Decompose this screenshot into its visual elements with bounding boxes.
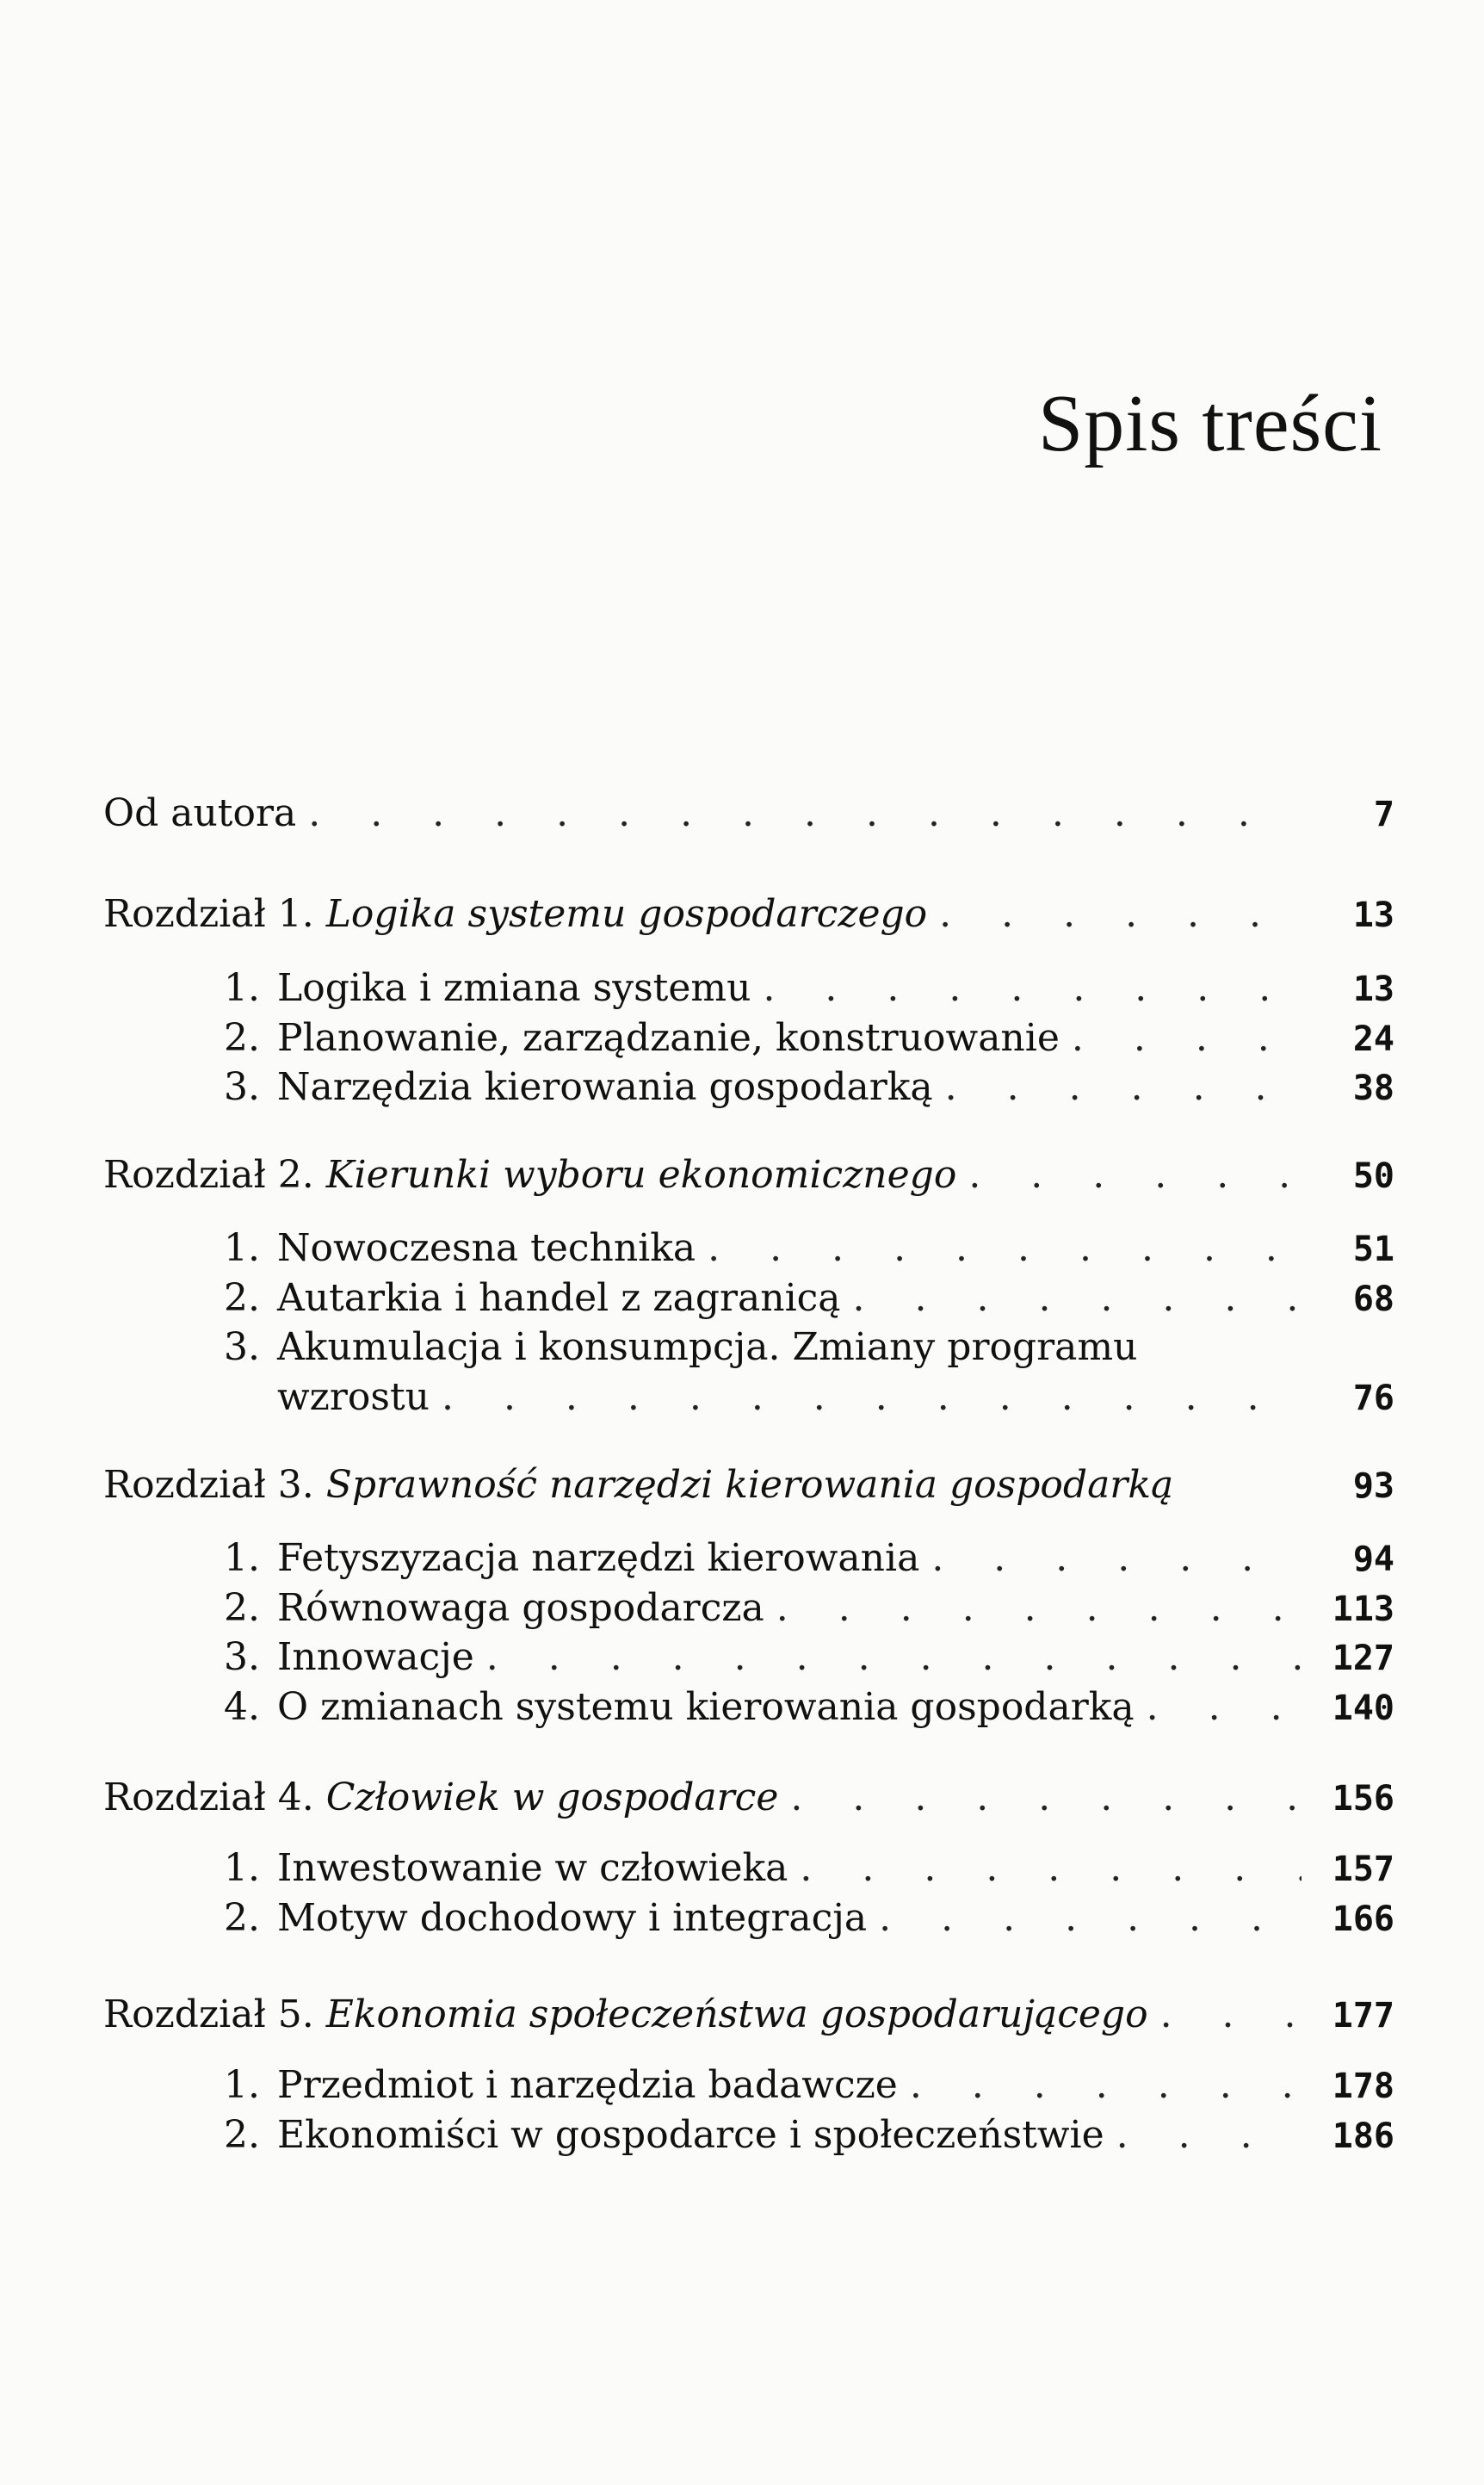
page-number: 127 (1332, 1639, 1394, 1678)
dot-leader (910, 2060, 1302, 2111)
section-number: 3. (224, 1635, 260, 1679)
section-number: 2. (224, 2113, 260, 2157)
section-label: Przedmiot i narzędzia badawcze (277, 2063, 898, 2107)
toc-chapter-2[interactable] (103, 1150, 1394, 1201)
section-number: 4. (224, 1685, 260, 1729)
section-label: Autarkia i handel z zagranicą (277, 1276, 841, 1320)
toc-section[interactable] (224, 1533, 1394, 1584)
section-label: O zmianach systemu kierowania gospodarką (277, 1685, 1135, 1729)
page-number: 7 (1373, 795, 1394, 834)
toc-chapter-4[interactable] (103, 1772, 1394, 1824)
page-number: 24 (1352, 1019, 1394, 1059)
page-number: 93 (1352, 1466, 1394, 1506)
section-number: 1. (224, 1536, 260, 1580)
toc-section-continuation[interactable] (224, 1372, 1394, 1423)
dot-leader (800, 1843, 1302, 1894)
chapter-prefix: Rozdział 1. (103, 892, 314, 936)
chapter-title: Człowiek w gospodarce (325, 1775, 779, 1819)
page-number: 156 (1332, 1779, 1394, 1819)
section-label: Planowanie, zarządzanie, konstruowanie (277, 1016, 1060, 1060)
section-label: Nowoczesna technika (277, 1226, 696, 1270)
dot-leader (486, 1632, 1302, 1683)
page-number: 38 (1352, 1069, 1394, 1108)
page-number: 177 (1332, 1996, 1394, 2036)
dot-leader (968, 1150, 1302, 1201)
toc-section[interactable] (224, 1583, 1394, 1634)
dot-leader (1160, 1989, 1302, 2041)
toc-section[interactable] (224, 2060, 1394, 2111)
dot-leader (1072, 1013, 1302, 1064)
section-label: Narzędzia kierowania gospodarką (277, 1065, 933, 1109)
page-number: 50 (1352, 1156, 1394, 1196)
page-number: 178 (1332, 2067, 1394, 2106)
dot-leader (308, 788, 1302, 840)
page-title: Spis treści (1037, 379, 1382, 468)
dot-leader (853, 1273, 1302, 1324)
page-number: 166 (1332, 1899, 1394, 1939)
toc-chapter-1[interactable] (103, 889, 1394, 940)
page-number: 186 (1332, 2116, 1394, 2156)
page-number: 140 (1332, 1689, 1394, 1728)
section-label: Akumulacja i konsumpcja. Zmiany programu (277, 1325, 1138, 1369)
section-label: Fetyszyzacja narzędzi kierowania (277, 1536, 920, 1580)
page-number: 13 (1352, 970, 1394, 1009)
toc-section[interactable] (224, 963, 1394, 1014)
section-number: 1. (224, 1846, 260, 1890)
chapter-title: Sprawność narzędzi kierowania gospodarką (325, 1463, 1174, 1507)
page-number: 157 (1332, 1850, 1394, 1889)
toc-section[interactable] (224, 2110, 1394, 2161)
toc-chapter-3[interactable] (103, 1459, 1394, 1511)
toc-section[interactable] (224, 1223, 1394, 1274)
toc-section[interactable] (224, 1682, 1394, 1733)
section-label: Inwestowanie w człowieka (277, 1846, 788, 1890)
section-number: 2. (224, 1016, 260, 1060)
toc-section[interactable] (224, 1062, 1394, 1113)
section-number: 2. (224, 1276, 260, 1320)
section-number: 3. (224, 1065, 260, 1109)
page-number: 51 (1352, 1230, 1394, 1269)
toc-section[interactable] (224, 1013, 1394, 1064)
section-number: 1. (224, 2063, 260, 2107)
chapter-prefix: Rozdział 5. (103, 1992, 314, 2036)
toc-chapter-5[interactable] (103, 1989, 1394, 2041)
toc-section[interactable] (224, 1322, 1394, 1373)
dot-leader (776, 1583, 1302, 1634)
section-label: Motyw dochodowy i integracja (277, 1896, 868, 1940)
chapter-title: Logika systemu gospodarczego (325, 892, 928, 936)
dot-leader (945, 1062, 1302, 1113)
section-label: Innowacje (277, 1635, 474, 1679)
dot-leader (763, 963, 1302, 1014)
section-number: 2. (224, 1586, 260, 1630)
chapter-title: Ekonomia społeczeństwa gospodarującego (325, 1992, 1148, 2036)
dot-leader (790, 1772, 1302, 1824)
dot-leader (1116, 2110, 1302, 2161)
chapter-title: Kierunki wyboru ekonomicznego (325, 1153, 957, 1197)
page-number: 13 (1352, 895, 1394, 935)
section-label: Ekonomiści w gospodarce i społeczeństwie (277, 2113, 1104, 2157)
toc-section[interactable] (224, 1632, 1394, 1683)
section-number: 1. (224, 966, 260, 1010)
section-label: Logika i zmiana systemu (277, 966, 751, 1010)
dot-leader (931, 1533, 1302, 1584)
dot-leader (708, 1223, 1302, 1274)
chapter-prefix: Rozdział 3. (103, 1463, 314, 1507)
section-number: 2. (224, 1896, 260, 1940)
page-number: 94 (1352, 1540, 1394, 1579)
section-label-continued: wzrostu (277, 1375, 430, 1419)
chapter-prefix: Rozdział 4. (103, 1775, 314, 1819)
page-number: 76 (1352, 1379, 1394, 1418)
toc-section[interactable] (224, 1893, 1394, 1944)
toc-entry-intro[interactable] (103, 788, 1394, 840)
toc-section[interactable] (224, 1273, 1394, 1324)
section-number: 1. (224, 1226, 260, 1270)
toc-section[interactable] (224, 1843, 1394, 1894)
dot-leader (442, 1372, 1302, 1423)
page-number: 68 (1352, 1280, 1394, 1319)
dot-leader (879, 1893, 1302, 1944)
dot-leader (939, 889, 1302, 940)
entry-label: Od autora (103, 791, 297, 835)
dot-leader (1147, 1682, 1302, 1733)
chapter-prefix: Rozdział 2. (103, 1153, 314, 1197)
section-number: 3. (224, 1325, 260, 1369)
page-number: 113 (1332, 1590, 1394, 1629)
section-label: Równowaga gospodarcza (277, 1586, 764, 1630)
